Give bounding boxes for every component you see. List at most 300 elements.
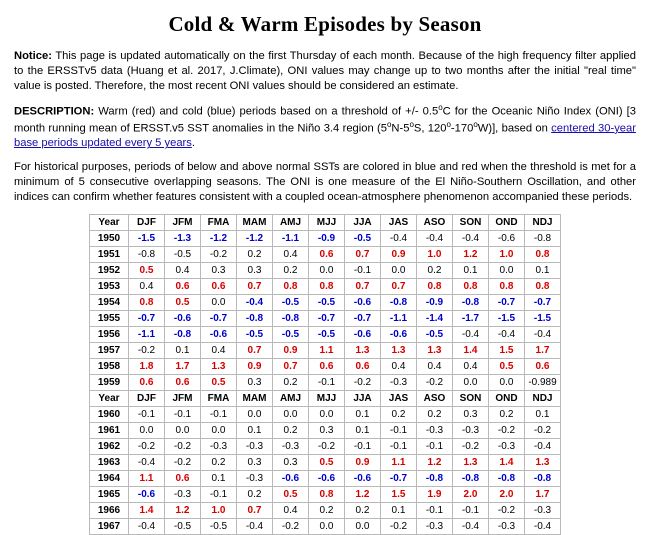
oni-value-cell: -0.1 [345,263,381,279]
oni-value-cell: -0.3 [201,439,237,455]
notice-paragraph [14,49,636,94]
column-header: JJA [345,215,381,231]
column-header: SON [453,391,489,407]
oni-value-cell: 0.2 [201,455,237,471]
table-row [90,343,561,359]
oni-value-cell: 0.8 [129,295,165,311]
oni-value-cell: -1.3 [165,231,201,247]
column-header: ASO [417,215,453,231]
table-row [90,487,561,503]
row-year: 1953 [90,279,129,295]
oni-value-cell: 0.0 [489,375,525,391]
oni-value-cell: 1.3 [381,343,417,359]
column-header: AMJ [273,391,309,407]
description-part2: C for the Oceanic Niño Index (ONI) [3 month running mean of ERSST.v5 SST anomalies in the Niño 3.4 region (5 [14,105,636,135]
oni-value-cell: 0.7 [273,359,309,375]
table-row [90,359,561,375]
oni-value-cell: -0.2 [129,439,165,455]
column-header: SON [453,215,489,231]
row-year: 1958 [90,359,129,375]
oni-value-cell: 0.0 [345,519,381,535]
oni-value-cell: 0.4 [381,359,417,375]
oni-value-cell: 0.2 [417,263,453,279]
table-row [90,439,561,455]
oni-value-cell: 0.3 [273,455,309,471]
oni-value-cell: -0.3 [489,439,525,455]
oni-value-cell: -0.7 [201,311,237,327]
oni-value-cell: 0.0 [453,375,489,391]
oni-value-cell: 0.8 [525,247,561,263]
row-year: 1952 [90,263,129,279]
column-header: MJJ [309,391,345,407]
oni-value-cell: 0.2 [237,247,273,263]
oni-value-cell: -0.5 [309,295,345,311]
table-header-row [90,215,561,231]
oni-value-cell: 1.2 [453,247,489,263]
oni-value-cell: 0.3 [237,455,273,471]
oni-value-cell: 0.4 [201,343,237,359]
oni-value-cell: 1.1 [129,471,165,487]
oni-value-cell: 0.0 [309,263,345,279]
row-year: 1964 [90,471,129,487]
oni-value-cell: 0.6 [165,375,201,391]
table-row [90,503,561,519]
table-row [90,279,561,295]
table-row [90,455,561,471]
oni-value-cell: -0.8 [453,295,489,311]
oni-value-cell: 0.7 [381,279,417,295]
degree-symbol-3: o [409,119,414,129]
oni-value-cell: 0.5 [201,375,237,391]
oni-value-cell: -0.8 [525,231,561,247]
oni-value-cell: -0.4 [237,519,273,535]
oni-value-cell: -0.1 [129,407,165,423]
oni-value-cell: -0.6 [489,231,525,247]
description-part6: W)], based on [477,122,552,135]
oni-value-cell: -0.1 [381,423,417,439]
column-header: DJF [129,215,165,231]
row-year: 1965 [90,487,129,503]
row-year: 1954 [90,295,129,311]
oni-value-cell: 0.0 [237,407,273,423]
oni-value-cell: 0.2 [417,407,453,423]
oni-value-cell: -0.1 [201,487,237,503]
oni-value-cell: -0.1 [165,407,201,423]
oni-value-cell: 0.8 [309,279,345,295]
oni-value-cell: 0.2 [489,407,525,423]
oni-value-cell: -0.8 [525,471,561,487]
oni-value-cell: 1.0 [201,503,237,519]
oni-value-cell: 0.6 [165,279,201,295]
row-year: 1957 [90,343,129,359]
oni-value-cell: -0.1 [201,407,237,423]
oni-value-cell: -0.2 [381,519,417,535]
oni-value-cell: 0.2 [273,375,309,391]
oni-value-cell: 0.5 [273,487,309,503]
oni-value-cell: 1.0 [417,247,453,263]
oni-value-cell: -0.2 [489,423,525,439]
oni-value-cell: -0.2 [489,503,525,519]
column-header: JFM [165,215,201,231]
oni-value-cell: 0.9 [381,247,417,263]
oni-value-cell: 1.3 [453,455,489,471]
row-year: 1967 [90,519,129,535]
oni-value-cell: 0.1 [381,503,417,519]
oni-value-cell: 0.0 [381,263,417,279]
column-header: NDJ [525,391,561,407]
oni-value-cell: 0.4 [165,263,201,279]
oni-value-cell: -0.8 [489,471,525,487]
oni-value-cell: -0.6 [201,327,237,343]
degree-symbol-1: o [438,103,443,112]
oni-value-cell: 0.2 [273,423,309,439]
oni-table [89,214,561,535]
oni-value-cell: 1.7 [525,487,561,503]
oni-value-cell: -0.4 [525,327,561,343]
oni-value-cell: -1.5 [525,311,561,327]
oni-value-cell: 0.0 [201,423,237,439]
column-header: JFM [165,391,201,407]
oni-value-cell: -0.9 [309,231,345,247]
oni-value-cell: -0.8 [381,295,417,311]
oni-value-cell: -0.2 [129,343,165,359]
oni-value-cell: 0.5 [309,455,345,471]
oni-value-cell: 0.8 [453,279,489,295]
oni-value-cell: -0.6 [309,471,345,487]
oni-value-cell: -0.8 [417,471,453,487]
oni-value-cell: -0.3 [453,423,489,439]
oni-value-cell: -0.7 [309,311,345,327]
oni-value-cell: 0.8 [417,279,453,295]
table-row [90,231,561,247]
oni-value-cell: -0.3 [489,519,525,535]
oni-value-cell: -0.7 [129,311,165,327]
base-periods-link[interactable]: centered 30-year base periods updated every 5 years [14,122,636,150]
oni-value-cell: -0.4 [489,327,525,343]
oni-value-cell: -0.4 [525,439,561,455]
column-header: ASO [417,391,453,407]
oni-value-cell: -0.5 [273,295,309,311]
oni-value-cell: 0.1 [345,407,381,423]
oni-value-cell: 0.1 [345,423,381,439]
oni-value-cell: 0.1 [237,423,273,439]
oni-value-cell: -0.5 [201,519,237,535]
oni-value-cell: 0.7 [237,343,273,359]
oni-value-cell: 0.2 [345,503,381,519]
oni-value-cell: 0.3 [237,263,273,279]
row-year: 1966 [90,503,129,519]
oni-value-cell: 0.6 [201,279,237,295]
oni-value-cell: 1.5 [381,487,417,503]
oni-value-cell: 1.3 [525,455,561,471]
column-header: DJF [129,391,165,407]
oni-value-cell: 0.4 [129,279,165,295]
oni-value-cell: -0.989 [525,375,561,391]
oni-value-cell: -0.2 [417,375,453,391]
oni-value-cell: 1.4 [129,503,165,519]
oni-value-cell: 0.6 [129,375,165,391]
oni-value-cell: -0.2 [201,247,237,263]
oni-value-cell: -0.2 [165,439,201,455]
oni-value-cell: -1.5 [489,311,525,327]
description-label: DESCRIPTION: [14,105,95,118]
oni-value-cell: -0.2 [453,439,489,455]
oni-value-cell: 1.7 [525,343,561,359]
oni-value-cell: -0.6 [345,471,381,487]
oni-value-cell: -0.8 [165,327,201,343]
oni-value-cell: -0.2 [273,519,309,535]
oni-value-cell: 0.2 [309,503,345,519]
oni-value-cell: 0.7 [345,247,381,263]
oni-value-cell: 1.1 [309,343,345,359]
oni-value-cell: 0.0 [309,519,345,535]
oni-value-cell: -0.3 [525,503,561,519]
oni-value-cell: -0.8 [273,311,309,327]
table-row [90,327,561,343]
oni-value-cell: 0.9 [237,359,273,375]
oni-value-cell: 1.3 [201,359,237,375]
oni-value-cell: 1.3 [345,343,381,359]
oni-value-cell: -0.1 [381,439,417,455]
oni-value-cell: -1.1 [273,231,309,247]
oni-value-cell: 0.6 [525,359,561,375]
oni-value-cell: 0.8 [273,279,309,295]
table-row [90,471,561,487]
oni-value-cell: 0.0 [129,423,165,439]
table-row [90,295,561,311]
oni-value-cell: -0.5 [165,247,201,263]
oni-value-cell: 1.9 [417,487,453,503]
description-paragraph [14,103,636,151]
oni-value-cell: 1.2 [165,503,201,519]
row-year: 1956 [90,327,129,343]
oni-value-cell: 0.9 [345,455,381,471]
description-part1: Warm (red) and cold (blue) periods based on a threshold of +/- 0.5 [94,105,439,118]
description-part5: -170 [450,122,474,135]
column-header: Year [90,215,129,231]
oni-value-cell: -0.3 [417,519,453,535]
description-part4: S, 120 [413,122,447,135]
column-header: NDJ [525,215,561,231]
oni-value-cell: 0.6 [309,359,345,375]
oni-value-cell: 0.3 [237,375,273,391]
oni-value-cell: 0.3 [201,263,237,279]
oni-value-cell: 0.0 [489,263,525,279]
row-year: 1959 [90,375,129,391]
oni-value-cell: -0.5 [165,519,201,535]
oni-value-cell: 1.4 [489,455,525,471]
column-header: Year [90,391,129,407]
oni-value-cell: 2.0 [453,487,489,503]
oni-value-cell: 0.8 [525,279,561,295]
row-year: 1961 [90,423,129,439]
oni-value-cell: 0.7 [237,503,273,519]
oni-value-cell: 0.8 [489,279,525,295]
oni-value-cell: -0.1 [417,439,453,455]
oni-value-cell: -0.1 [309,375,345,391]
oni-value-cell: 0.4 [273,503,309,519]
oni-value-cell: -0.1 [453,503,489,519]
oni-value-cell: 0.6 [345,359,381,375]
oni-value-cell: -0.6 [273,471,309,487]
oni-value-cell: -0.6 [129,487,165,503]
oni-value-cell: -0.5 [273,327,309,343]
oni-value-cell: -0.5 [417,327,453,343]
table-row [90,311,561,327]
oni-table-wrapper [14,214,636,535]
oni-value-cell: 0.6 [165,471,201,487]
oni-value-cell: -0.3 [237,439,273,455]
oni-value-cell: 1.2 [345,487,381,503]
table-row [90,263,561,279]
oni-value-cell: -0.9 [417,295,453,311]
table-row [90,407,561,423]
oni-value-cell: 0.3 [453,407,489,423]
row-year: 1963 [90,455,129,471]
column-header: MAM [237,391,273,407]
oni-value-cell: 0.2 [237,487,273,503]
oni-value-cell: -0.2 [345,375,381,391]
oni-value-cell: -0.3 [381,375,417,391]
oni-value-cell: 0.4 [273,247,309,263]
oni-value-cell: -0.3 [417,423,453,439]
description-part7: . [191,137,195,150]
oni-value-cell: -0.1 [417,503,453,519]
historical-paragraph: For historical purposes, periods of below and above normal SSTs are colored in blue and red when the threshold is met for a minimum of 5 consecutive overlapping seasons. The ONI is one measure of the El Niño-Southern Oscillation, and other indices can confirm whether features consistent with a coupled ocean-atmosphere phenomenon accompanied these periods. [14,161,636,204]
table-row [90,375,561,391]
degree-symbol-5: o [473,119,478,129]
oni-value-cell: 0.4 [417,359,453,375]
column-header: MAM [237,215,273,231]
oni-value-cell: 1.7 [165,359,201,375]
oni-value-cell: 0.4 [453,359,489,375]
oni-value-cell: -0.1 [345,439,381,455]
oni-value-cell: 1.0 [489,247,525,263]
row-year: 1950 [90,231,129,247]
oni-value-cell: -0.4 [453,519,489,535]
oni-table-head [90,215,561,231]
oni-value-cell: -0.7 [525,295,561,311]
oni-value-cell: -0.8 [237,311,273,327]
oni-value-cell: 0.1 [201,471,237,487]
oni-value-cell: -0.4 [129,455,165,471]
oni-value-cell: 0.7 [345,279,381,295]
oni-value-cell: -0.2 [165,455,201,471]
oni-value-cell: 0.6 [309,247,345,263]
oni-value-cell: 0.0 [309,407,345,423]
column-header: JJA [345,391,381,407]
oni-value-cell: 0.1 [525,407,561,423]
oni-value-cell: 0.0 [165,423,201,439]
oni-value-cell: -0.4 [129,519,165,535]
oni-value-cell: -1.7 [453,311,489,327]
oni-value-cell: 0.1 [165,343,201,359]
oni-value-cell: -0.7 [381,471,417,487]
oni-value-cell: 0.5 [129,263,165,279]
oni-value-cell: 1.8 [129,359,165,375]
row-year: 1955 [90,311,129,327]
oni-value-cell: -0.8 [129,247,165,263]
oni-value-cell: -0.3 [237,471,273,487]
column-header: FMA [201,215,237,231]
page-title: Cold & Warm Episodes by Season [168,12,482,36]
column-header: MJJ [309,215,345,231]
oni-value-cell: -0.7 [345,311,381,327]
oni-value-cell: -0.4 [453,327,489,343]
oni-value-cell: 0.8 [309,487,345,503]
oni-value-cell: 0.3 [309,423,345,439]
oni-value-cell: 0.2 [381,407,417,423]
oni-value-cell: 0.2 [273,263,309,279]
oni-value-cell: -0.8 [453,471,489,487]
table-header-row [90,391,561,407]
table-row [90,519,561,535]
oni-value-cell: 0.1 [525,263,561,279]
oni-value-cell: -0.5 [345,231,381,247]
oni-value-cell: -0.4 [381,231,417,247]
oni-value-cell: -0.6 [345,327,381,343]
oni-value-cell: 0.7 [237,279,273,295]
oni-value-cell: -1.4 [417,311,453,327]
oni-value-cell: 0.1 [453,263,489,279]
row-year: 1960 [90,407,129,423]
oni-value-cell: 0.5 [165,295,201,311]
column-header: JAS [381,391,417,407]
oni-value-cell: 1.5 [489,343,525,359]
oni-value-cell: -1.1 [129,327,165,343]
oni-value-cell: -1.1 [381,311,417,327]
column-header: OND [489,215,525,231]
oni-value-cell: 0.9 [273,343,309,359]
oni-value-cell: 0.0 [201,295,237,311]
column-header: AMJ [273,215,309,231]
oni-value-cell: -0.6 [345,295,381,311]
row-year: 1951 [90,247,129,263]
oni-value-cell: -0.2 [309,439,345,455]
oni-value-cell: -0.5 [237,327,273,343]
column-header: FMA [201,391,237,407]
oni-table-body [90,231,561,535]
description-part3: N-5 [391,122,410,135]
oni-value-cell: -0.3 [165,487,201,503]
oni-value-cell: -0.2 [525,423,561,439]
oni-value-cell: -0.4 [525,519,561,535]
oni-value-cell: 1.1 [381,455,417,471]
column-header: JAS [381,215,417,231]
oni-value-cell: -0.5 [309,327,345,343]
row-year: 1962 [90,439,129,455]
oni-value-cell: -0.7 [489,295,525,311]
notice-label: Notice: [14,50,52,62]
oni-value-cell: 1.4 [453,343,489,359]
notice-text: This page is updated automatically on the first Thursday of each month. Because of the high frequency filter applied to the ERSSTv5 data (Huang et al. 2017, J.Climate), ONI values may change up to two months after the initial "real time" value is posted. Therefore, the most recent ONI values should be considered an estimate. [14,50,636,92]
column-header: OND [489,391,525,407]
oni-value-cell: 0.0 [273,407,309,423]
oni-value-cell: -1.5 [129,231,165,247]
table-row [90,423,561,439]
oni-value-cell: -0.4 [453,231,489,247]
oni-value-cell: -0.3 [273,439,309,455]
oni-value-cell: 1.2 [417,455,453,471]
oni-value-cell: 1.3 [417,343,453,359]
degree-symbol-4: o [446,119,451,129]
table-row [90,247,561,263]
oni-value-cell: -0.4 [417,231,453,247]
oni-value-cell: -1.2 [237,231,273,247]
degree-symbol-2: o [386,119,392,129]
oni-value-cell: 0.5 [489,359,525,375]
oni-value-cell: 2.0 [489,487,525,503]
